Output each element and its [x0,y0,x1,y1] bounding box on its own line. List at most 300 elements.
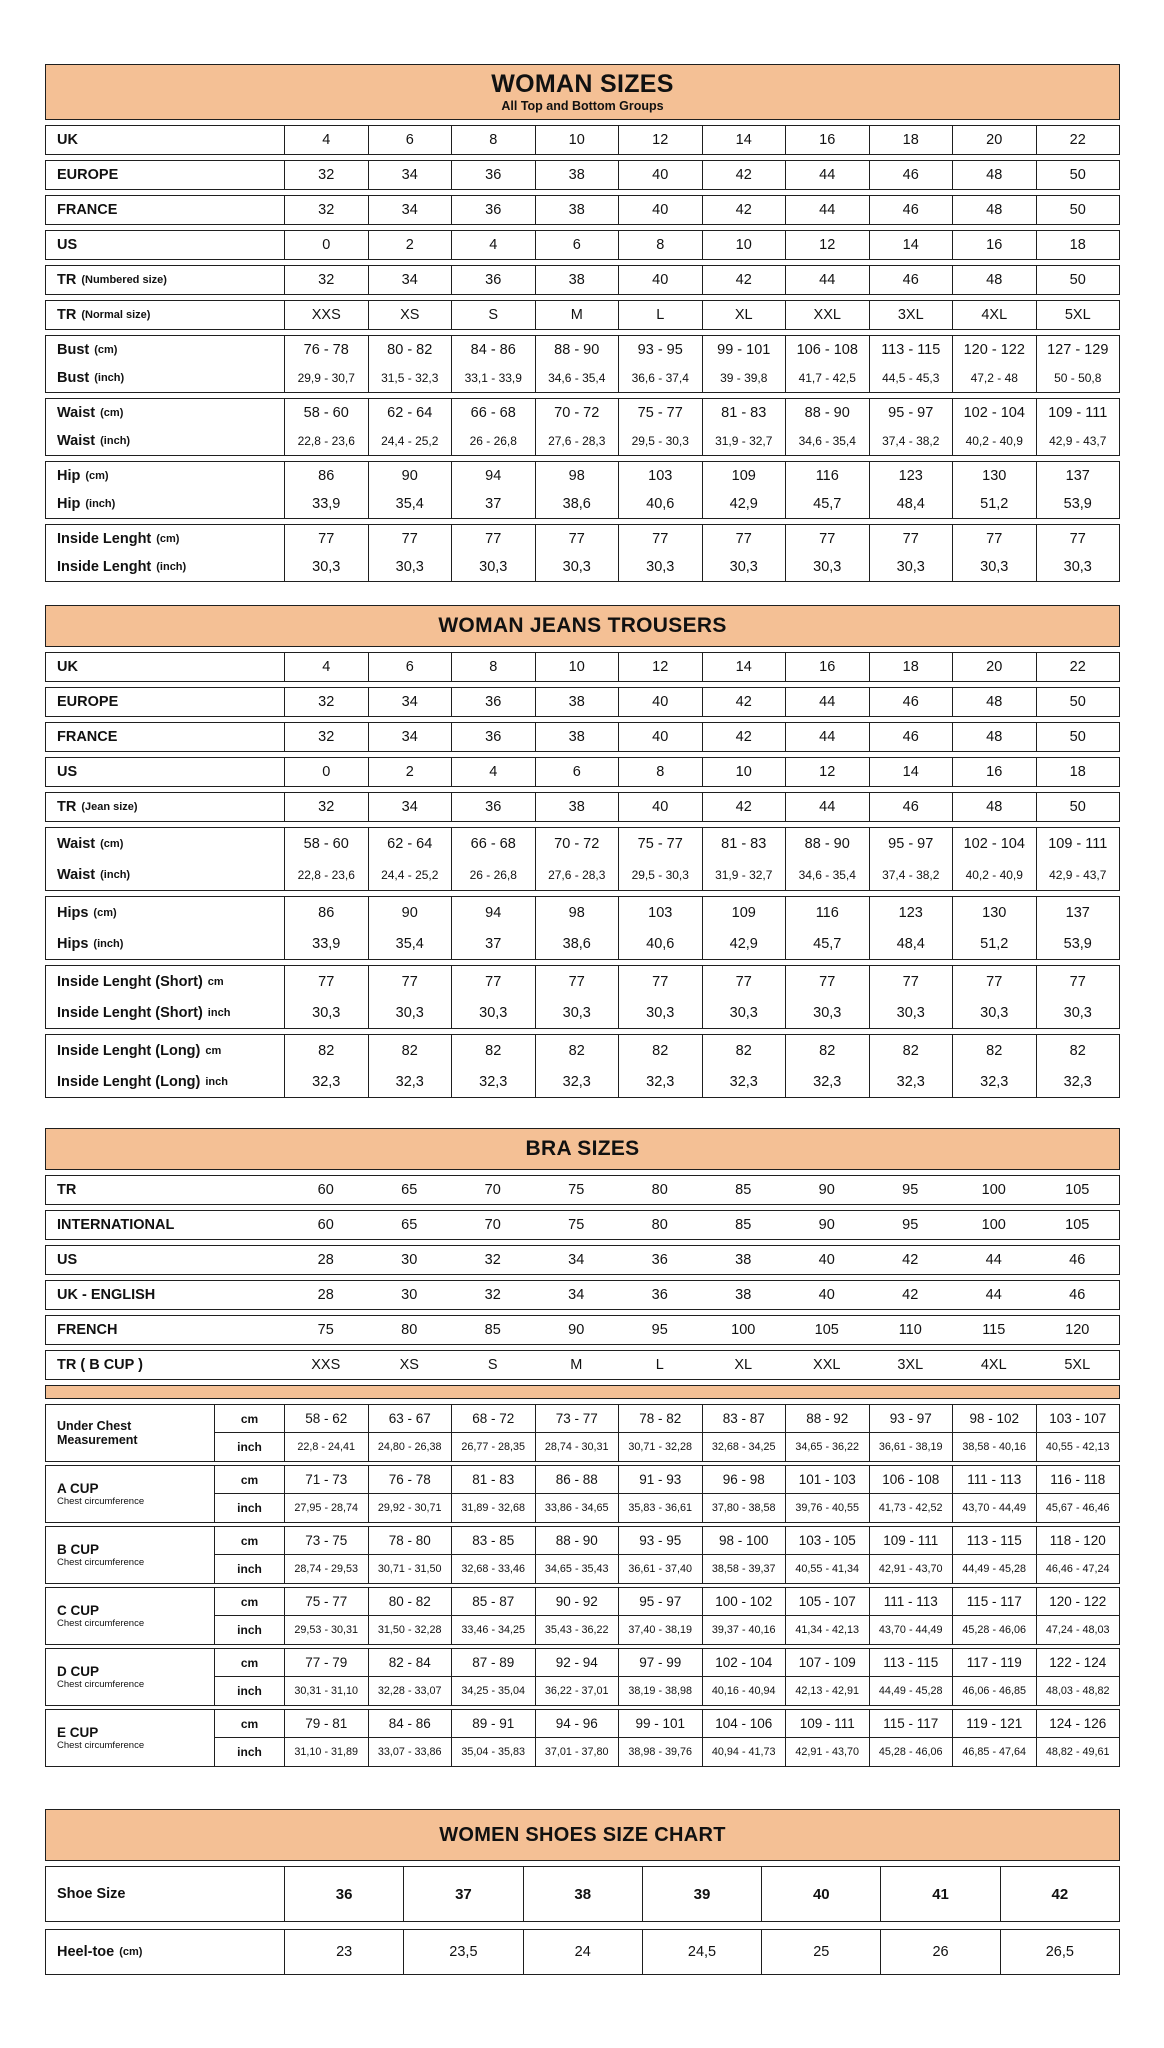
size-cell: 40,6 [618,490,702,518]
table-row-group [45,265,1120,295]
unit-label: inch [214,1494,284,1522]
size-cell: 38 [735,1252,752,1268]
size-cell: 92 - 94 [535,1649,619,1677]
size-cell: 77 [785,966,869,997]
row-label-text: Inside Lenght (Short) [57,1004,203,1021]
size-cell: 29,5 - 30,3 [618,859,702,890]
size-cell: 48,4 [869,490,953,518]
size-cell: 32,3 [618,1066,702,1097]
cup-name: B CUP [57,1541,100,1557]
size-cell: 33,9 [284,490,368,518]
table-row-group [45,827,1120,891]
woman-jeans-title: WOMAN JEANS TROUSERS [438,613,727,637]
size-cell: 30,3 [451,553,535,581]
size-cell: 50 [1036,723,1120,751]
size-cell: 37,4 - 38,2 [869,859,953,890]
size-cell: 30,3 [785,553,869,581]
size-cell: 33,07 - 33,86 [368,1738,452,1766]
size-cell: 109 - 111 [1036,399,1120,427]
size-cell: 30,3 [368,553,452,581]
size-cell: 36 [451,793,535,821]
size-cell: XS [399,1357,419,1373]
size-cell: XL [702,301,786,329]
size-cell: L [655,1357,664,1373]
size-cell: 30,71 - 32,28 [618,1433,702,1461]
size-chart-sheet [45,64,1120,1975]
size-cell: 5XL [1064,1357,1091,1373]
size-cell: 53,9 [1036,490,1120,518]
size-cell: 30,3 [952,553,1036,581]
cup-label [46,1710,214,1766]
size-cell: 77 [702,525,786,553]
size-cell: 46 [869,266,953,294]
size-cell: 42 [702,161,786,189]
row-label [46,126,284,154]
size-cell: 14 [869,231,953,259]
size-cell: 26,5 [1000,1930,1119,1974]
size-cell: 36 [651,1287,668,1303]
row-label-text: Hip [57,468,81,484]
size-cell: 40,55 - 42,13 [1036,1433,1120,1461]
size-cell: 51,2 [952,928,1036,959]
size-cell: 98 - 100 [702,1527,786,1555]
table-row-group [45,1280,1120,1310]
size-cell: 40,2 - 40,9 [952,427,1036,455]
size-cell: 34 [368,161,452,189]
size-cell: 26 - 26,8 [451,427,535,455]
size-cell: 30,3 [869,997,953,1028]
size-cell: 39,76 - 40,55 [785,1494,869,1522]
size-cell: 8 [451,126,535,154]
row-label [46,196,284,224]
unit-label: cm [214,1588,284,1616]
size-cell: 48 [952,723,1036,751]
size-cell: XXL [785,301,869,329]
size-cell: 50 [1036,793,1120,821]
size-cell: 42 [902,1287,919,1303]
table-row-group [45,1929,1120,1975]
size-cell: 35,4 [368,490,452,518]
row-label-unit: (inch) [93,937,124,950]
unit-label: inch [214,1616,284,1644]
row-label [46,1930,284,1974]
size-cell: 51,2 [952,490,1036,518]
size-cell: 36 [651,1252,668,1268]
row-label [46,336,284,364]
size-cell: 103 [618,897,702,928]
size-cell: 16 [785,653,869,681]
size-cell: 77 [1036,966,1120,997]
size-cell: 43,70 - 44,49 [869,1616,953,1644]
size-cell: 33,9 [284,928,368,959]
size-cell: 14 [869,758,953,786]
size-cell: 0 [284,231,368,259]
row-label-unit: (cm) [93,906,117,919]
row-label [46,1281,284,1309]
table-row-group [45,652,1120,682]
size-cell: 46 [1069,1287,1086,1303]
unit-label: inch [214,1677,284,1705]
row-label [46,966,284,997]
size-cell: 87 - 89 [451,1649,535,1677]
size-cell: 30,3 [952,997,1036,1028]
size-cell: 42,9 - 43,7 [1036,859,1120,890]
size-cell: 30,3 [451,997,535,1028]
size-cell: 41,34 - 42,13 [785,1616,869,1644]
size-cell: 38 [535,196,619,224]
size-cell: 80 [401,1322,418,1338]
size-cell: XS [368,301,452,329]
size-cell: 12 [618,653,702,681]
size-cell: 60 [317,1182,334,1198]
cup-name: C CUP [57,1602,100,1618]
size-cell: 99 - 101 [702,336,786,364]
size-cell: 86 - 88 [535,1466,619,1494]
row-label [46,723,284,751]
size-cell: 30,3 [535,997,619,1028]
size-cell: XXS [284,301,368,329]
size-cell: 94 [451,462,535,490]
size-cell: 3XL [869,301,953,329]
row-label [46,1066,284,1097]
size-cell: 36 [451,688,535,716]
size-cell: 34,25 - 35,04 [451,1677,535,1705]
row-label-text: Hip [57,496,81,512]
size-cell: 123 [869,897,953,928]
size-cell: 4XL [980,1357,1007,1373]
size-cell: 30,3 [535,553,619,581]
size-cell: 36 [451,196,535,224]
size-cell: 122 - 124 [1036,1649,1120,1677]
size-cell: 24,4 - 25,2 [368,859,452,890]
table-row-group [45,1034,1120,1098]
size-cell: M [570,1357,583,1373]
size-cell: 40 [618,723,702,751]
row-label-unit: (inch) [94,372,125,384]
size-cell: 42 [702,723,786,751]
size-cell: 82 [1036,1035,1120,1066]
size-cell: 41 [880,1867,999,1921]
size-cell: XXL [813,1357,841,1373]
unit-label: cm [214,1527,284,1555]
row-label-text: Inside Lenght (Short) [57,973,203,990]
size-cell: 42,13 - 42,91 [785,1677,869,1705]
row-label [46,1351,284,1379]
size-cell: 97 - 99 [618,1649,702,1677]
size-cell: 45,28 - 46,06 [952,1616,1036,1644]
size-cell: 34 [368,793,452,821]
row-label-text: Waist [57,433,96,449]
size-cell: 20 [952,653,1036,681]
unit-label: inch [214,1738,284,1766]
size-cell: 27,95 - 28,74 [284,1494,368,1522]
size-cell: 24 [523,1930,642,1974]
size-cell: 77 [535,966,619,997]
size-cell: 14 [702,653,786,681]
size-cell: 36 [451,161,535,189]
row-label-text: EUROPE [57,167,119,183]
size-cell: 81 - 83 [451,1466,535,1494]
size-cell: 78 - 82 [618,1405,702,1433]
unit-label: cm [214,1405,284,1433]
size-cell: 42 [1000,1867,1119,1921]
size-cell: 40,2 - 40,9 [952,859,1036,890]
size-cell: 70 - 72 [535,828,619,859]
size-cell: 53,9 [1036,928,1120,959]
size-cell: 77 [618,966,702,997]
row-label-unit: inch [207,1006,231,1019]
row-label-text: US [57,764,78,780]
size-cell: 86 [284,462,368,490]
row-label-unit: (Jean size) [81,801,138,813]
row-label-text: US [57,237,78,253]
cup-description: Chest circumference [57,1740,145,1752]
size-cell: 66 - 68 [451,828,535,859]
row-label [46,427,284,455]
size-cell: 37,80 - 38,58 [702,1494,786,1522]
size-cell: 23 [284,1930,403,1974]
table-row-group [45,125,1120,155]
size-cell: XXS [311,1357,341,1373]
size-cell: 16 [952,758,1036,786]
woman-sizes-body [45,125,1120,582]
size-cell: M [535,301,619,329]
size-cell: 38 [535,161,619,189]
row-label-unit: (cm) [119,1946,143,1958]
size-cell: 35,83 - 36,61 [618,1494,702,1522]
size-cell: 82 [368,1035,452,1066]
size-cell: 42,91 - 43,70 [869,1555,953,1583]
size-cell: 40 [761,1867,880,1921]
unit-label: inch [214,1555,284,1583]
size-cell: 18 [1036,231,1120,259]
row-label-text: TR [57,272,77,288]
size-cell: 27,6 - 28,3 [535,427,619,455]
size-cell: 28 [317,1287,334,1303]
size-cell: 65 [401,1217,418,1233]
size-cell: 58 - 60 [284,399,368,427]
size-cell: 95 - 97 [618,1588,702,1616]
size-cell: 82 - 84 [368,1649,452,1677]
size-cell: 30,3 [869,553,953,581]
size-cell: 58 - 60 [284,828,368,859]
size-cell: 81 - 83 [702,399,786,427]
size-cell: 22,8 - 23,6 [284,859,368,890]
size-cell: XL [734,1357,753,1373]
row-label-text: Hips [57,904,89,921]
row-label-unit: (cm) [100,837,124,850]
size-cell: 100 [981,1182,1006,1198]
size-cell: 75 [317,1322,334,1338]
size-cell: 43,70 - 44,49 [952,1494,1036,1522]
size-cell: 14 [702,126,786,154]
row-label [46,231,284,259]
size-cell: 31,5 - 32,3 [368,364,452,392]
size-cell: 30,3 [702,553,786,581]
row-label-text: Heel-toe [57,1944,115,1960]
size-cell: 8 [618,231,702,259]
bra-sizes-title: BRA SIZES [525,1136,640,1160]
bra-cup-rows [45,1404,1120,1767]
table-row-group [45,757,1120,787]
size-cell: 109 - 111 [785,1710,869,1738]
size-cell: 50 [1036,266,1120,294]
row-label-unit: (cm) [100,407,124,419]
size-cell: 73 - 77 [535,1405,619,1433]
size-cell: 88 - 90 [535,336,619,364]
row-label-text: Bust [57,342,90,358]
size-cell: 26 [880,1930,999,1974]
cup-label [46,1405,214,1461]
size-cell: 40,6 [618,928,702,959]
size-cell: 6 [535,758,619,786]
cup-description: Chest circumference [57,1496,145,1508]
size-cell: 12 [785,758,869,786]
size-cell: 39 - 39,8 [702,364,786,392]
size-cell: 6 [368,653,452,681]
size-cell: 36,61 - 37,40 [618,1555,702,1583]
size-cell: 4 [451,758,535,786]
size-cell: 46 [869,196,953,224]
size-cell: 32 [284,793,368,821]
row-label-unit: (cm) [94,344,118,356]
size-cell: 103 - 105 [785,1527,869,1555]
size-cell: 45,67 - 46,46 [1036,1494,1120,1522]
size-cell: 32,3 [952,1066,1036,1097]
size-cell: 60 [317,1217,334,1233]
row-label [46,859,284,890]
size-cell: 31,89 - 32,68 [451,1494,535,1522]
size-cell: 75 [568,1182,585,1198]
size-cell: 100 [731,1322,756,1338]
size-cell: 30,3 [785,997,869,1028]
size-cell: 47,2 - 48 [952,364,1036,392]
size-cell: 37,4 - 38,2 [869,427,953,455]
size-cell: 113 - 115 [952,1527,1036,1555]
row-label-unit: (inch) [100,868,131,881]
size-cell: 44 [785,266,869,294]
size-cell: 90 [818,1182,835,1198]
size-cell: 32,3 [451,1066,535,1097]
size-cell: 81 - 83 [702,828,786,859]
size-cell: 24,4 - 25,2 [368,427,452,455]
women-shoes-header [45,1809,1120,1861]
size-cell: 77 [451,525,535,553]
size-cell: 63 - 67 [368,1405,452,1433]
size-cell: 85 [735,1182,752,1198]
cup-name: E CUP [57,1724,99,1740]
size-cell: 77 - 79 [284,1649,368,1677]
size-cell: 28 [317,1252,334,1268]
size-cell: 79 - 81 [284,1710,368,1738]
size-cell: 35,04 - 35,83 [451,1738,535,1766]
size-cell: 44,49 - 45,28 [869,1677,953,1705]
size-cell: 40 [618,793,702,821]
size-cell: 29,9 - 30,7 [284,364,368,392]
size-cell: 66 - 68 [451,399,535,427]
woman-sizes-subtitle: All Top and Bottom Groups [501,98,664,113]
size-cell: 85 - 87 [451,1588,535,1616]
size-cell: 90 [568,1322,585,1338]
cup-row-group [45,1465,1120,1523]
size-cell: 26,77 - 28,35 [451,1433,535,1461]
size-cell: 32 [284,196,368,224]
size-cell: 10 [702,758,786,786]
size-cell: 48 [952,688,1036,716]
size-cell: 77 [869,525,953,553]
size-cell: 30,3 [618,997,702,1028]
size-cell: 38,6 [535,928,619,959]
size-cell: 109 [702,462,786,490]
size-cell: 32,68 - 33,46 [451,1555,535,1583]
size-cell: 38,58 - 40,16 [952,1433,1036,1461]
size-cell: 119 - 121 [952,1710,1036,1738]
size-cell: 88 - 90 [785,399,869,427]
unit-label: inch [214,1433,284,1461]
size-cell: 68 - 72 [451,1405,535,1433]
bra-band-rows [45,1175,1120,1380]
unit-label: cm [214,1466,284,1494]
size-cell: 38 [535,723,619,751]
size-cell: 32,3 [869,1066,953,1097]
row-label-text: Inside Lenght (Long) [57,1042,201,1059]
size-cell: 16 [952,231,1036,259]
row-label [46,399,284,427]
size-cell: 120 [1065,1322,1090,1338]
size-cell: 30,3 [1036,997,1120,1028]
size-cell: 62 - 64 [368,828,452,859]
size-cell: 111 - 113 [869,1588,953,1616]
size-cell: 29,5 - 30,3 [618,427,702,455]
size-cell: 39 [642,1867,761,1921]
size-cell: 115 - 117 [869,1710,953,1738]
size-cell: 46 [1069,1252,1086,1268]
size-cell: 98 [535,462,619,490]
size-cell: 50 [1036,161,1120,189]
size-cell: 32,3 [535,1066,619,1097]
row-label [46,301,284,329]
size-cell: 77 [368,966,452,997]
size-cell: 47,24 - 48,03 [1036,1616,1120,1644]
size-cell: 25 [761,1930,880,1974]
size-cell: 38 [535,688,619,716]
size-cell: 78 - 80 [368,1527,452,1555]
size-cell: 75 [568,1217,585,1233]
row-label-unit: (inch) [156,561,187,573]
row-label-text: UK [57,132,78,148]
row-label-text: TR [57,307,77,323]
size-cell: 109 [702,897,786,928]
size-cell: 93 - 95 [618,1527,702,1555]
size-cell: 48 [952,196,1036,224]
size-cell: 22,8 - 23,6 [284,427,368,455]
size-cell: 46 [869,161,953,189]
row-label-unit: (Numbered size) [81,274,167,286]
size-cell: 37,40 - 38,19 [618,1616,702,1644]
size-cell: 77 [618,525,702,553]
size-cell: 37 [451,490,535,518]
cup-label [46,1527,214,1583]
size-cell: 46,85 - 47,64 [952,1738,1036,1766]
size-cell: 77 [368,525,452,553]
size-cell: 5XL [1036,301,1120,329]
size-cell: 42,91 - 43,70 [785,1738,869,1766]
bra-sizes-header [45,1128,1120,1170]
size-cell: 42 [902,1252,919,1268]
size-cell: 33,1 - 33,9 [451,364,535,392]
size-cell: 34 [368,688,452,716]
row-label-text: INTERNATIONAL [57,1217,175,1233]
